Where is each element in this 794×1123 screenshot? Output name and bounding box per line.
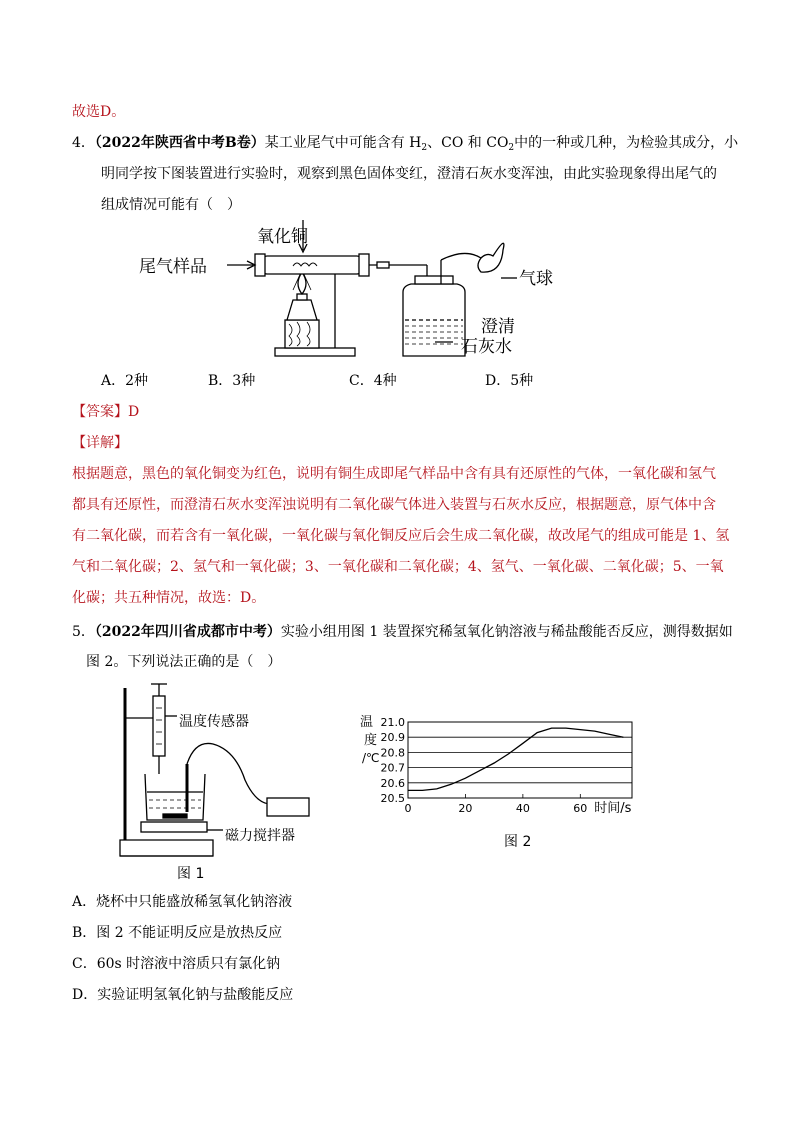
rubber-joint: [377, 262, 389, 268]
q4-option-c: C．4种: [349, 373, 397, 389]
q5-figure-1: [115, 680, 330, 885]
alcohol-lamp: [287, 300, 317, 320]
q4-stem-line-3: 组成情况可能有（ ）: [101, 197, 241, 213]
right-stopper: [359, 254, 369, 276]
q4-number: 4．: [72, 135, 95, 151]
label-temperature-sensor: 温度传感器: [179, 714, 249, 730]
q4-explanation-line: 都具有还原性，而澄清石灰水变浑浊说明有二氧化碳气体进入装置与石灰水反应，根据题意，原气体中含: [72, 497, 716, 513]
y-tick-label: 20.8: [380, 746, 405, 760]
q4-option-a: A．2种: [101, 373, 149, 389]
q5-stem-line-2: 图 2。下列说法正确的是（ ）: [86, 654, 282, 670]
previous-answer: 故选D。: [72, 104, 126, 120]
y-tick-labels: [381, 716, 406, 805]
bottle-stopper: [415, 276, 453, 284]
outlet-bend: [441, 253, 481, 260]
q4-stem-text-b: 、CO 和 CO: [427, 135, 509, 151]
y-tick-label: 21.0: [380, 716, 405, 729]
y-tick-label: 20.9: [380, 731, 405, 745]
q5-source: （2022年四川省成都市中考）: [94, 624, 281, 640]
q4-explanation-line: 化碳；共五种情况，故选：D。: [72, 590, 266, 606]
y-tick-label: 20.6: [380, 776, 405, 790]
q4-stem-text-c: 中的一种或几种，为检验其成分，小: [514, 135, 739, 151]
q4-option-d: D．5种: [485, 373, 534, 389]
label-copper-oxide: 氧化铜: [257, 227, 308, 247]
stand-base: [275, 348, 355, 356]
y-axis-title: [360, 715, 380, 765]
q5-stem-text: 实验小组用图 1 装置探究稀氢氧化钠溶液与稀盐酸能否反应，测得数据如: [280, 624, 733, 640]
label-limewater-line1: 澄清: [481, 317, 515, 337]
balloon: [478, 243, 504, 272]
q5-stem-line-1: [72, 622, 733, 642]
y-tick-label: 20.5: [380, 792, 405, 805]
q4-explanation-line: 根据题意，黑色的氧化铜变为红色，说明有铜生成即尾气样品中含有具有还原性的气体，一氧化碳和氢气: [72, 466, 716, 482]
glass-tube: [263, 256, 361, 274]
q4-source: （2022年陕西省中考B卷）: [94, 135, 265, 151]
y-axis-title-unit: /℃: [362, 751, 380, 765]
x-axis-title: 时间/s: [594, 801, 632, 816]
magnetic-stirrer: [141, 822, 207, 832]
q5-option-b: B．图 2 不能证明反应是放热反应: [72, 925, 283, 941]
y-tick-label: 20.7: [380, 761, 405, 775]
x-tick-labels: [405, 802, 588, 815]
q4-stem-text-a: 某工业尾气中可能含有 H: [264, 135, 422, 151]
q4-stem-line-1: [72, 133, 738, 153]
wood-block: [285, 320, 319, 348]
q5-option-d: D．实验证明氢氧化钠与盐酸能反应: [72, 987, 294, 1003]
burette: [153, 696, 165, 756]
left-stopper: [255, 254, 265, 276]
q4-subscript-co2: 2: [508, 143, 515, 153]
label-magnetic-stirrer: 磁力搅拌器: [225, 828, 295, 844]
q4-detail-heading: 【详解】: [72, 435, 128, 451]
q4-apparatus-figure: [135, 220, 575, 365]
q4-subscript-h2: 2: [421, 143, 428, 153]
q4-explanation-line: 气和二氧化碳；2、氢气和一氧化碳；3、一氧化碳和二氧化碳；4、氢气、一氧化碳、二氧化碳；5、一氧: [72, 559, 724, 575]
figure-1-caption: 图 1: [177, 866, 205, 882]
q5-figure-2-chart: [360, 712, 650, 852]
label-balloon: 气球: [519, 269, 553, 289]
figure-2-caption: 图 2: [504, 834, 532, 850]
q4-option-b: B．3种: [208, 373, 256, 389]
label-limewater-line2: 石灰水: [461, 337, 512, 357]
y-axis-title-char: 温: [360, 715, 374, 730]
q4-explanation-line: 有二氧化碳，而若含有一氧化碳，一氧化碳与氧化铜反应后会生成二氧化碳，故改尾气的组成可能是 1、氢: [72, 528, 730, 544]
x-tick-label: 60: [573, 802, 588, 815]
q4-stem-line-2: 明同学按下图装置进行实验时，观察到黑色固体变红，澄清石灰水变浑浊，由此实验现象得出尾气的: [101, 166, 717, 182]
plot-frame: [408, 722, 632, 798]
q5-option-a: A．烧杯中只能盛放稀氢氧化钠溶液: [72, 894, 293, 910]
data-logger: [267, 798, 309, 816]
x-tick-label: 0: [404, 802, 412, 815]
beaker: [145, 774, 205, 820]
stand-base: [120, 840, 213, 856]
x-tick-label: 40: [515, 802, 530, 815]
label-exhaust-sample: 尾气样品: [139, 257, 207, 277]
y-axis-title-char: 度: [364, 733, 378, 748]
chart-gridlines: [408, 722, 632, 798]
stir-bar: [163, 814, 187, 818]
q5-number: 5．: [72, 624, 95, 640]
x-tick-label: 20: [458, 802, 473, 815]
q5-option-c: C．60s 时溶液中溶质只有氯化钠: [72, 956, 281, 972]
q4-answer: 【答案】D: [72, 404, 140, 420]
